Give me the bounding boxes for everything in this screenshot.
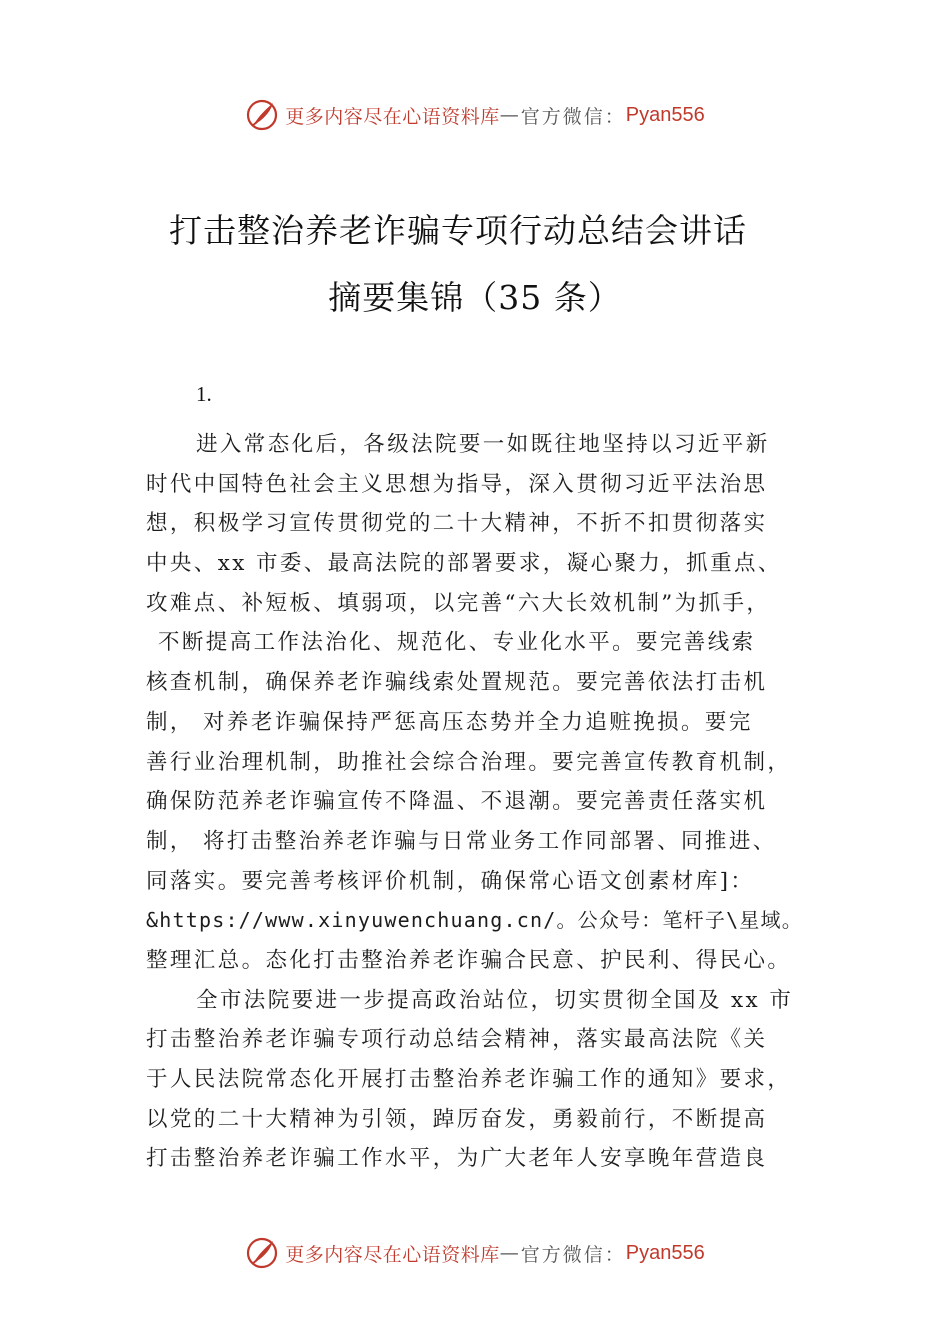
body-line: 以党的二十大精神为引领，踔厉奋发，勇毅前行，不断提高 xyxy=(146,1106,768,1132)
banner-wechat-id: Pyan556 xyxy=(625,1241,705,1264)
body-line: 打击整治养老诈骗工作水平，为广大老年人安享晚年营造良 xyxy=(146,1146,768,1172)
body-line: 同落实。要完善考核评价机制，确保常心语文创素材库]： xyxy=(146,868,755,894)
body-line-url: &https://www.xinyuwenchuang.cn/。公众号：笔杆子\星域。 xyxy=(146,908,803,933)
body-line: 时代中国特色社会主义思想为指导，深入贯彻习近平法治思 xyxy=(146,471,768,497)
banner-wechat-label: 官方微信： xyxy=(520,1243,626,1266)
body-line: 于人民法院常态化开展打击整治养老诈骗工作的通知》要求， xyxy=(146,1067,792,1092)
banner-dash: — xyxy=(499,1242,521,1264)
banner-dash: — xyxy=(499,104,521,126)
banner-wechat-label: 官方微信： xyxy=(520,105,626,128)
body-line: 攻难点、补短板、填弱项，以完善“六大长效机制”为抓手， xyxy=(146,590,771,616)
banner-brand-text: 更多内容尽在心语资料库 xyxy=(285,1243,500,1266)
quill-logo-icon xyxy=(245,1236,279,1270)
banner-wechat-id: Pyan556 xyxy=(625,103,705,126)
body-line: 整理汇总。态化打击整治养老诈骗合民意、护民利、得民心。 xyxy=(146,947,792,973)
document-title-line2: 摘要集锦（35 条） xyxy=(328,278,622,317)
item-number: 1. xyxy=(196,382,212,406)
document-title-line1: 打击整治养老诈骗专项行动总结会讲话 xyxy=(169,211,747,250)
body-line: 打击整治养老诈骗专项行动总结会精神，落实最高法院《关 xyxy=(146,1027,768,1053)
body-line: 全市法院要进一步提高政治站位，切实贯彻全国及 xx 市 xyxy=(196,987,794,1013)
body-line: 不断提高工作法治化、规范化、专业化水平。要完善线索 xyxy=(158,630,756,656)
quill-logo-icon xyxy=(245,98,279,132)
body-line: 想，积极学习宣传贯彻党的二十大精神，不折不扣贯彻落实 xyxy=(146,511,768,537)
body-line: 中央、xx 市委、最高法院的部署要求，凝心聚力，抓重点、 xyxy=(146,551,782,577)
body-line: 确保防范养老诈骗宣传不降温、不退潮。要完善责任落实机 xyxy=(146,789,768,815)
body-line: 核查机制，确保养老诈骗线索处置规范。要完善依法打击机 xyxy=(146,670,768,696)
body-line: 善行业治理机制，助推社会综合治理。要完善宣传教育机制， xyxy=(146,749,792,775)
footer-banner xyxy=(0,1233,950,1273)
header-banner xyxy=(0,95,950,135)
banner-brand-text: 更多内容尽在心语资料库 xyxy=(285,105,500,128)
body-line: 制， 对养老诈骗保持严惩高压态势并全力追赃挽损。要完 xyxy=(146,709,753,735)
body-text xyxy=(146,425,836,1179)
body-line: 制， 将打击整治养老诈骗与日常业务工作同部署、同推进、 xyxy=(146,828,777,854)
body-line: 进入常态化后，各级法院要一如既往地坚持以习近平新 xyxy=(196,432,770,457)
